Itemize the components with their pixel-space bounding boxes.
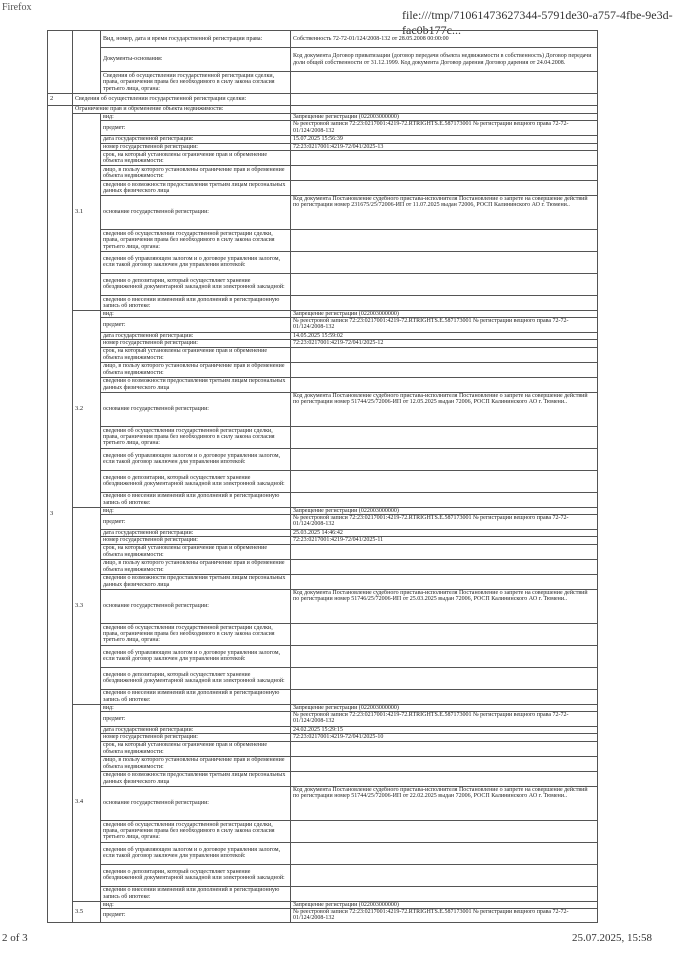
section-label: Ограничение прав и обременение объекта недвижимости: xyxy=(73,106,291,114)
field-label-soglasie: сведения об осуществлении государственной регистрации сделки, права, ограничения права без необходимого в силу закона согласия третьего лица, органа: xyxy=(101,229,291,251)
page-number: 2 of 3 xyxy=(2,932,28,944)
table-row xyxy=(48,507,598,514)
field-value-pdn xyxy=(291,574,598,589)
field-label-pdn: сведения о возможности предоставления третьим лицам персональных данных физического лица xyxy=(101,574,291,589)
field-value-zalog xyxy=(291,448,598,470)
table-row xyxy=(48,94,598,106)
table-row xyxy=(48,901,598,908)
field-label-osnovanie: основание государственной регистрации: xyxy=(101,589,291,623)
table-row xyxy=(48,392,598,426)
field-label-pdn: сведения о возможности предоставления третьим лицам персональных данных физического лица xyxy=(101,377,291,392)
field-value-soglasie xyxy=(291,229,598,251)
field-value-nomer: 72:23:0217001:4219-72/041/2025-11 xyxy=(291,537,598,544)
field-label-vid: вид: xyxy=(101,507,291,514)
field-label-pdn: сведения о возможности предоставления третьим лицам персональных данных физического лица xyxy=(101,771,291,786)
subsection-number: 3.3 xyxy=(73,507,101,704)
table-row xyxy=(48,756,598,771)
field-value-zalog xyxy=(291,251,598,273)
table-row xyxy=(48,143,598,150)
table-row xyxy=(48,31,598,48)
field-value-date: 25.03.2025 14:46:42 xyxy=(291,530,598,537)
field-label: Вид, номер, дата и время государственной регистрации права: xyxy=(101,31,291,48)
section-number: 2 xyxy=(48,94,73,106)
table-row xyxy=(48,114,598,121)
field-value-zalog xyxy=(291,645,598,667)
table-row xyxy=(48,136,598,143)
field-value-izm xyxy=(291,886,598,901)
field-label-izm: сведения о внесении изменений или дополнений в регистрационную запись об ипотеке: xyxy=(101,689,291,704)
field-label-depo: сведения о депозитарии, который осуществляет хранение обездвиженной документарной закладной или электронной закладной: xyxy=(101,864,291,886)
table-row xyxy=(48,310,598,317)
field-label-soglasie: сведения об осуществлении государственной регистрации сделки, права, ограничения права без необходимого в силу закона согласия третьего лица, органа: xyxy=(101,820,291,842)
table-row xyxy=(48,195,598,229)
field-label-srok: срок, на который установлены ограничение прав и обременение объекта недвижимости: xyxy=(101,544,291,559)
table-row xyxy=(48,842,598,864)
field-value-vid: Запрещение регистрации (022003000000) xyxy=(291,507,598,514)
field-value-soglasie xyxy=(291,623,598,645)
table-row xyxy=(48,318,598,333)
field-label-zalog: сведения об управляющем залогом и о договоре управления залогом, если такой договор заключен для управления ипотекой: xyxy=(101,448,291,470)
table-row xyxy=(48,251,598,273)
field-value-vid: Запрещение регистрации (022003000000) xyxy=(291,901,598,908)
field-value-soglasie xyxy=(291,820,598,842)
section-label: Сведения об осуществлении государственной регистрации сделки: xyxy=(73,94,291,106)
field-value-osnovanie: Код документа Постановление судебного пристава-исполнителя Постановление о запрете на совершение действий по регистрации номер 51744/25/72006-ИП от 12.05.2025 выдан 72006, РОСП Калининского АО г. Тюмени.. xyxy=(291,392,598,426)
field-value xyxy=(291,72,598,94)
field-value-srok xyxy=(291,544,598,559)
table-row xyxy=(48,106,598,114)
table-row xyxy=(48,771,598,786)
field-value-pdn xyxy=(291,377,598,392)
browser-name: Firefox xyxy=(2,2,32,13)
field-label-predmet: предмет: xyxy=(101,318,291,333)
field-value: Собственность 72-72-01/124/2008-132 от 28.05.2008 00:00:00 xyxy=(291,31,598,48)
field-value-predmet: № реестровой записи 72:23:0217001:4219-72.RTRIGHTS.E.587173001 № регистрации вещного права 72-72-01/124/2008-132 xyxy=(291,121,598,136)
field-value-srok xyxy=(291,150,598,165)
table-row xyxy=(48,530,598,537)
table-row xyxy=(48,886,598,901)
field-label: Документы-основания: xyxy=(101,48,291,72)
egrn-table xyxy=(47,30,598,923)
field-value-soglasie xyxy=(291,426,598,448)
outer-num-cell xyxy=(48,31,73,94)
field-value-predmet: № реестровой записи 72:23:0217001:4219-72.RTRIGHTS.E.587173001 № регистрации вещного права 72-72-01/124/2008-132 xyxy=(291,908,598,922)
field-label-predmet: предмет: xyxy=(101,515,291,530)
field-label-predmet: предмет: xyxy=(101,121,291,136)
table-row xyxy=(48,515,598,530)
sub-num-cell xyxy=(73,31,101,94)
field-value-osnovanie: Код документа Постановление судебного пристава-исполнителя Постановление о запрете на совершение действий по регистрации номер 231675/25/72006-ИП от 11.07.2025 выдан 72006, РОСП Калининского АО г. Тюмени.. xyxy=(291,195,598,229)
subsection-number: 3.4 xyxy=(73,704,101,901)
table-row xyxy=(48,377,598,392)
table-row xyxy=(48,559,598,574)
field-label-nomer: номер государственной регистрации: xyxy=(101,734,291,741)
field-value-vid: Запрещение регистрации (022003000000) xyxy=(291,114,598,121)
field-label-srok: срок, на который установлены ограничение прав и обременение объекта недвижимости: xyxy=(101,150,291,165)
field-label-izm: сведения о внесении изменений или дополнений в регистрационную запись об ипотеке: xyxy=(101,886,291,901)
field-label-date: дата государственной регистрации: xyxy=(101,333,291,340)
field-value-depo xyxy=(291,667,598,689)
table-row xyxy=(48,347,598,362)
field-label-lico: лицо, в пользу которого установлены ограничение прав и обременение объекта недвижимости: xyxy=(101,165,291,180)
table-row xyxy=(48,711,598,726)
subsection-number: 3.5 xyxy=(73,901,101,922)
field-value-izm xyxy=(291,295,598,310)
field-value-date: 14.05.2025 15:59:02 xyxy=(291,333,598,340)
field-value-zalog xyxy=(291,842,598,864)
field-label-zalog: сведения об управляющем залогом и о договоре управления залогом, если такой договор заключен для управления ипотекой: xyxy=(101,645,291,667)
field-label-lico: лицо, в пользу которого установлены ограничение прав и обременение объекта недвижимости: xyxy=(101,756,291,771)
table-row xyxy=(48,180,598,195)
table-row xyxy=(48,340,598,347)
field-value-lico xyxy=(291,756,598,771)
page-url: file:///tmp/71061473627344-5791de30-a757-4fbe-9e3d-fac0b177c... xyxy=(402,8,673,37)
field-value-srok xyxy=(291,347,598,362)
table-row xyxy=(48,734,598,741)
field-value-date: 24.02.2025 15:29:15 xyxy=(291,726,598,733)
section-number: 3 xyxy=(48,106,73,923)
table-row xyxy=(48,786,598,820)
field-value-date: 15.07.2025 15:56:39 xyxy=(291,136,598,143)
field-label-date: дата государственной регистрации: xyxy=(101,136,291,143)
field-label-pdn: сведения о возможности предоставления третьим лицам персональных данных физического лица xyxy=(101,180,291,195)
field-value-vid: Запрещение регистрации (022003000000) xyxy=(291,310,598,317)
field-label-soglasie: сведения об осуществлении государственной регистрации сделки, права, ограничения права без необходимого в силу закона согласия третьего лица, органа: xyxy=(101,623,291,645)
table-row xyxy=(48,72,598,94)
table-row xyxy=(48,273,598,295)
field-label-date: дата государственной регистрации: xyxy=(101,530,291,537)
field-label: Сведения об осуществлении государственной регистрации сделки, права, ограничения права без необходимого в силу закона согласия третьего лица, органа: xyxy=(101,72,291,94)
field-label-nomer: номер государственной регистрации: xyxy=(101,340,291,347)
section-value xyxy=(291,94,598,106)
field-value-depo xyxy=(291,864,598,886)
field-value-predmet: № реестровой записи 72:23:0217001:4219-72.RTRIGHTS.E.587173001 № регистрации вещного права 72-72-01/124/2008-132 xyxy=(291,318,598,333)
table-row xyxy=(48,426,598,448)
field-value-vid: Запрещение регистрации (022003000000) xyxy=(291,704,598,711)
field-value-depo xyxy=(291,273,598,295)
field-label-srok: срок, на который установлены ограничение прав и обременение объекта недвижимости: xyxy=(101,741,291,756)
table-row xyxy=(48,726,598,733)
table-row xyxy=(48,820,598,842)
field-label-lico: лицо, в пользу которого установлены ограничение прав и обременение объекта недвижимости: xyxy=(101,362,291,377)
table-row xyxy=(48,470,598,492)
table-row xyxy=(48,574,598,589)
field-value-nomer: 72:23:0217001:4219-72/041/2025-13 xyxy=(291,143,598,150)
field-label-depo: сведения о депозитарии, который осуществляет хранение обездвиженной документарной закладной или электронной закладной: xyxy=(101,273,291,295)
field-value-predmet: № реестровой записи 72:23:0217001:4219-72.RTRIGHTS.E.587173001 № регистрации вещного права 72-72-01/124/2008-132 xyxy=(291,515,598,530)
field-value-pdn xyxy=(291,771,598,786)
table-row xyxy=(48,121,598,136)
field-label-vid: вид: xyxy=(101,114,291,121)
field-label-osnovanie: основание государственной регистрации: xyxy=(101,195,291,229)
field-value-osnovanie: Код документа Постановление судебного пристава-исполнителя Постановление о запрете на совершение действий по регистрации номер 51746/25/72006-ИП от 25.03.2025 выдан 72006, РОСП Калининского АО г. Тюмени.. xyxy=(291,589,598,623)
table-row xyxy=(48,589,598,623)
field-value-depo xyxy=(291,470,598,492)
field-value-izm xyxy=(291,492,598,507)
field-label-depo: сведения о депозитарии, который осуществляет хранение обездвиженной документарной закладной или электронной закладной: xyxy=(101,470,291,492)
field-label-predmet: предмет: xyxy=(101,908,291,922)
table-row xyxy=(48,537,598,544)
table-row xyxy=(48,544,598,559)
field-value-nomer: 72:23:0217001:4219-72/041/2025-12 xyxy=(291,340,598,347)
field-label-lico: лицо, в пользу которого установлены ограничение прав и обременение объекта недвижимости: xyxy=(101,559,291,574)
field-label-osnovanie: основание государственной регистрации: xyxy=(101,392,291,426)
field-label-vid: вид: xyxy=(101,901,291,908)
table-row xyxy=(48,623,598,645)
field-label-depo: сведения о депозитарии, который осуществляет хранение обездвиженной документарной закладной или электронной закладной: xyxy=(101,667,291,689)
table-row xyxy=(48,333,598,340)
table-row xyxy=(48,645,598,667)
field-label-osnovanie: основание государственной регистрации: xyxy=(101,786,291,820)
table-row xyxy=(48,689,598,704)
field-label-izm: сведения о внесении изменений или дополнений в регистрационную запись об ипотеке: xyxy=(101,492,291,507)
field-label-date: дата государственной регистрации: xyxy=(101,726,291,733)
table-row xyxy=(48,864,598,886)
field-label-srok: срок, на который установлены ограничение прав и обременение объекта недвижимости: xyxy=(101,347,291,362)
field-value: Код документа Договор приватизации (договор передачи объекта недвижимости в собственность) Договор передачи доли общей собственности от 31.12.1999. Код документа Договор дарения Договор дарения от 24.04.2008. xyxy=(291,48,598,72)
table-row xyxy=(48,295,598,310)
table-row xyxy=(48,150,598,165)
table-row xyxy=(48,229,598,251)
field-value-lico xyxy=(291,559,598,574)
field-label-zalog: сведения об управляющем залогом и о договоре управления залогом, если такой договор заключен для управления ипотекой: xyxy=(101,251,291,273)
field-value-predmet: № реестровой записи 72:23:0217001:4219-72.RTRIGHTS.E.587173001 № регистрации вещного права 72-72-01/124/2008-132 xyxy=(291,711,598,726)
table-row xyxy=(48,165,598,180)
field-value-izm xyxy=(291,689,598,704)
field-value-srok xyxy=(291,741,598,756)
field-value-lico xyxy=(291,165,598,180)
field-label-predmet: предмет: xyxy=(101,711,291,726)
field-value-lico xyxy=(291,362,598,377)
table-row xyxy=(48,448,598,470)
field-label-vid: вид: xyxy=(101,704,291,711)
table-row xyxy=(48,667,598,689)
table-row xyxy=(48,492,598,507)
field-label-nomer: номер государственной регистрации: xyxy=(101,537,291,544)
field-label-vid: вид: xyxy=(101,310,291,317)
field-value-pdn xyxy=(291,180,598,195)
field-label-soglasie: сведения об осуществлении государственной регистрации сделки, права, ограничения права без необходимого в силу закона согласия третьего лица, органа: xyxy=(101,426,291,448)
field-label-izm: сведения о внесении изменений или дополнений в регистрационную запись об ипотеке: xyxy=(101,295,291,310)
print-datetime: 25.07.2025, 15:58 xyxy=(572,932,653,944)
section-value xyxy=(291,106,598,114)
field-value-nomer: 72:23:0217001:4219-72/041/2025-10 xyxy=(291,734,598,741)
subsection-number: 3.1 xyxy=(73,114,101,311)
table-row xyxy=(48,362,598,377)
table-row xyxy=(48,48,598,72)
field-label-zalog: сведения об управляющем залогом и о договоре управления залогом, если такой договор заключен для управления ипотекой: xyxy=(101,842,291,864)
field-value-osnovanie: Код документа Постановление судебного пристава-исполнителя Постановление о запрете на совершение действий по регистрации номер 51744/25/72006-ИП от 22.02.2025 выдан 72006, РОСП Калининского АО г. Тюмени.. xyxy=(291,786,598,820)
field-label-nomer: номер государственной регистрации: xyxy=(101,143,291,150)
table-row xyxy=(48,741,598,756)
table-row xyxy=(48,704,598,711)
table-row xyxy=(48,908,598,922)
subsection-number: 3.2 xyxy=(73,310,101,507)
